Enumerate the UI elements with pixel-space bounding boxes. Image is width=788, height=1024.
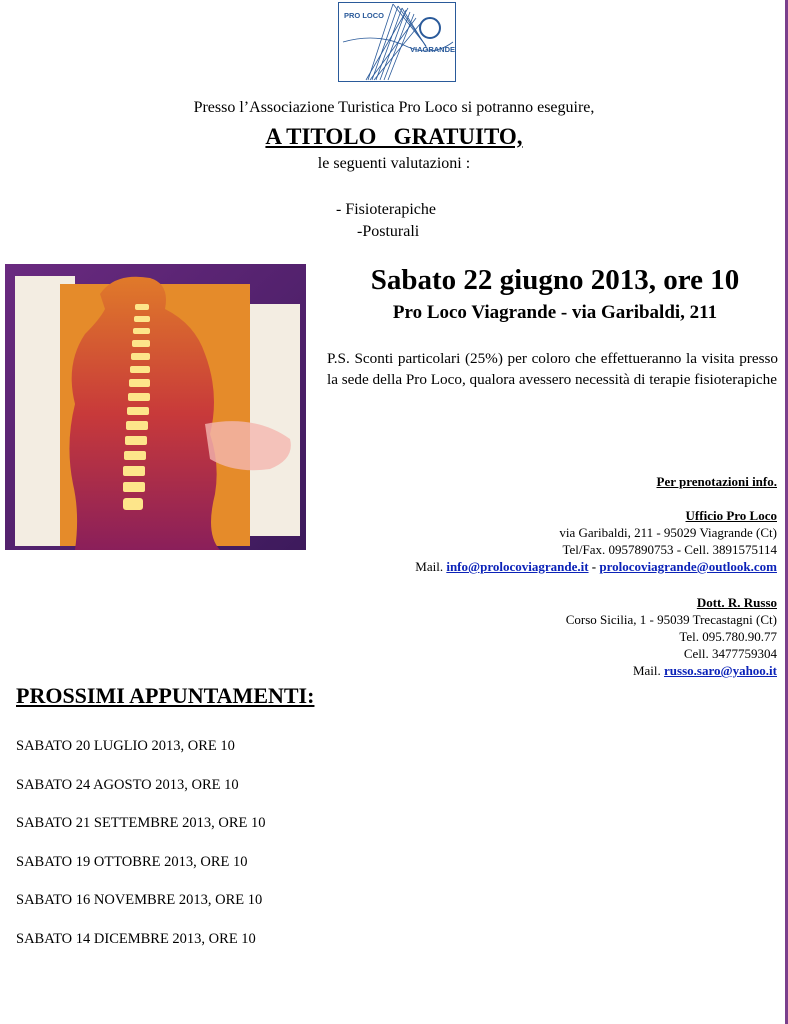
doctor-name: Dott. R. Russo — [696, 595, 777, 610]
booking-header: Per prenotazioni info. — [656, 474, 777, 489]
office-email-link-1[interactable]: info@prolocoviagrande.it — [446, 559, 589, 574]
appointment-item: SABATO 16 NOVEMBRE 2013, ORE 10 — [16, 892, 263, 908]
office-phone: Tel/Fax. 0957890753 - Cell. 3891575114 — [562, 542, 777, 557]
ps-note: P.S. Sconti particolari (25%) per coloro che effettueranno la visita presso la sede della Pro Loco, qualora avessero necessità di terapie fisioterapiche — [327, 350, 778, 388]
next-appointments-title: PROSSIMI APPUNTAMENTI: — [16, 683, 315, 708]
appointments-list — [16, 738, 265, 969]
event-place: Pro Loco Viagrande - via Garibaldi, 211 — [392, 302, 718, 323]
evaluation-item: -Posturali — [357, 223, 420, 240]
office-mail: Mail. info@prolocoviagrande.it - prolocoviagrande@outlook.com — [415, 559, 777, 574]
office-email-link-2[interactable]: prolocoviagrande@outlook.com — [599, 559, 777, 574]
evaluation-item: - Fisioterapiche — [336, 201, 436, 218]
doctor-cell: Cell. 3477759304 — [683, 646, 777, 661]
pro-loco-logo — [338, 2, 456, 82]
appointment-item: SABATO 19 OTTOBRE 2013, ORE 10 — [16, 853, 248, 870]
appointment-item: SABATO 14 DICEMBRE 2013, ORE 10 — [16, 930, 256, 947]
doctor-tel: Tel. 095.780.90.77 — [679, 629, 777, 644]
subintro-text: le seguenti valutazioni : — [317, 155, 471, 172]
svg-text:PRO LOCO: PRO LOCO — [344, 11, 385, 20]
intro-text: Presso l’Associazione Turistica Pro Loco si potranno eseguire, — [193, 99, 595, 116]
doctor-mail: Mail. russo.saro@yahoo.it — [632, 663, 777, 678]
appointment-item: SABATO 21 SETTEMBRE 2013, ORE 10 — [16, 815, 266, 831]
office-address: via Garibaldi, 211 - 95029 Viagrande (Ct) — [559, 525, 777, 540]
appointment-item: SABATO 24 AGOSTO 2013, ORE 10 — [16, 776, 239, 793]
doctor-address: Corso Sicilia, 1 - 95039 Trecastagni (Ct) — [565, 612, 777, 627]
svg-text:VIAGRANDE: VIAGRANDE — [410, 45, 456, 54]
doctor-contact — [300, 594, 777, 679]
back-spine-illustration — [5, 264, 306, 550]
doctor-email-link[interactable]: russo.saro@yahoo.it — [664, 663, 777, 678]
headline: A TITOLO GRATUITO, — [265, 124, 523, 149]
appointment-item: SABATO 20 LUGLIO 2013, ORE 10 — [16, 738, 235, 754]
office-name: Ufficio Pro Loco — [685, 508, 777, 523]
event-date: Sabato 22 giugno 2013, ore 10 — [370, 264, 740, 296]
office-contact — [300, 507, 777, 575]
